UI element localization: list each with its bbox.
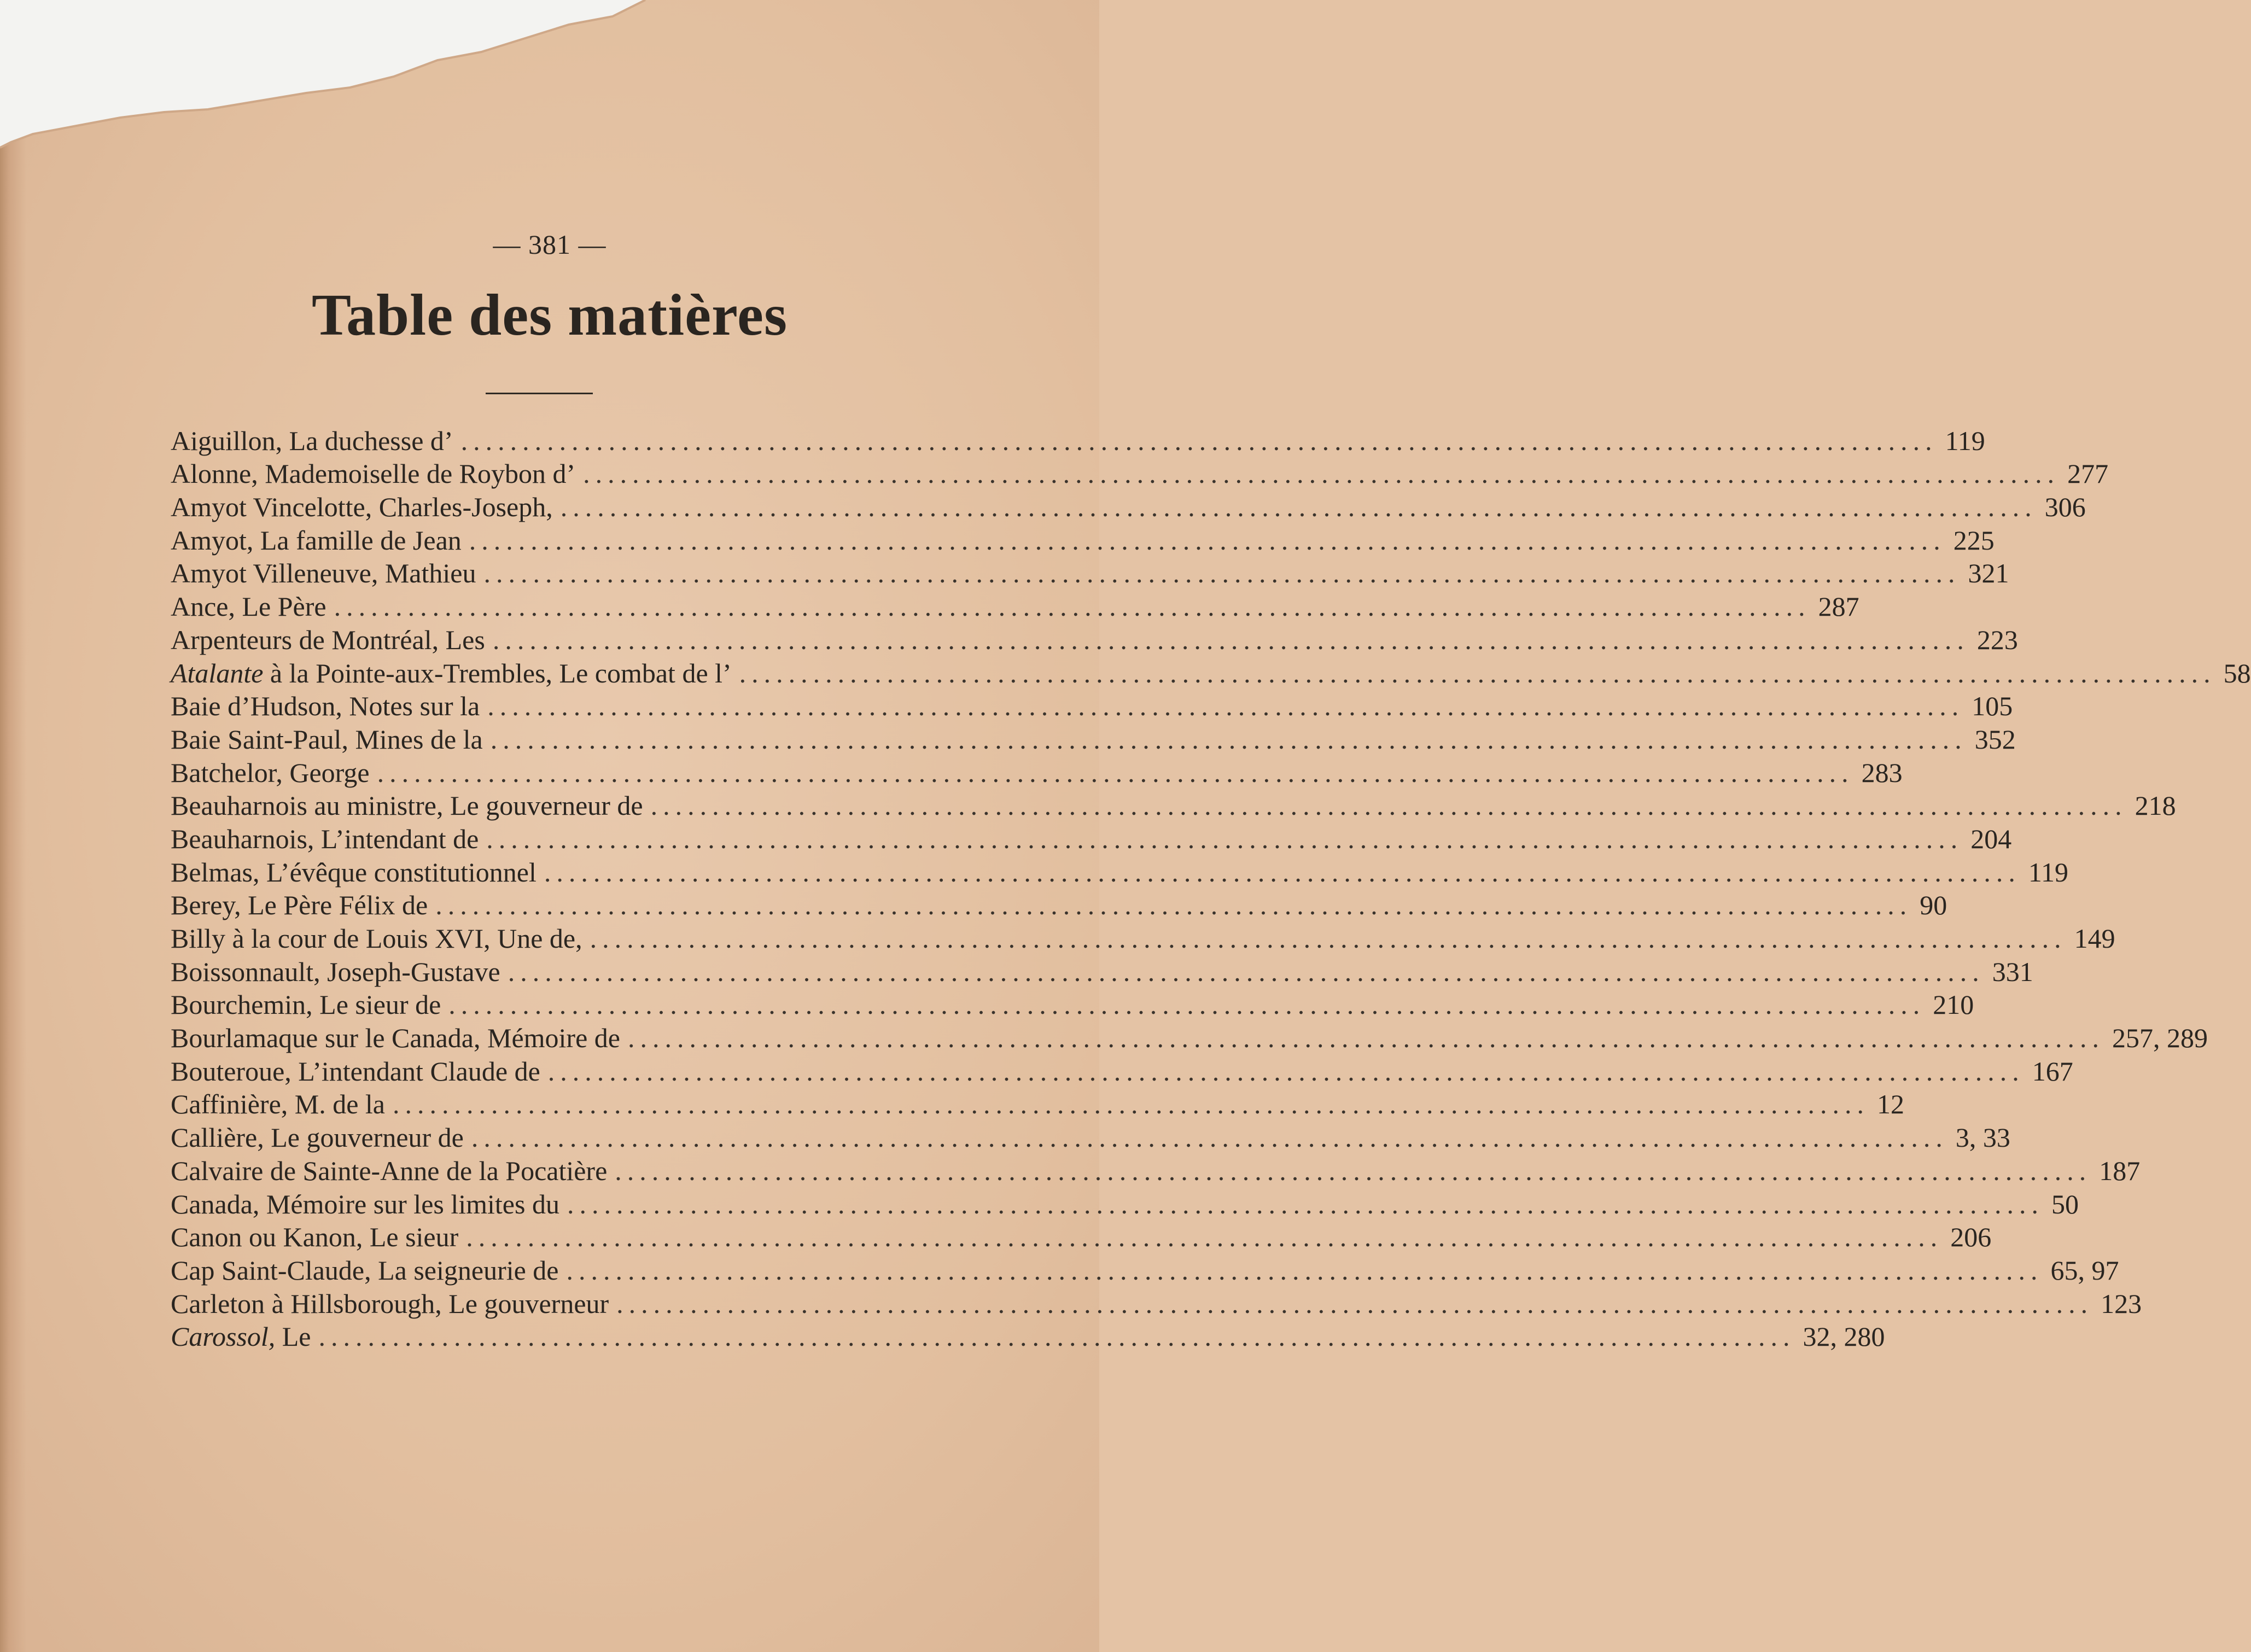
toc-entry [171,1320,1885,1353]
toc-entry-title-text: Amyot Vincelotte, Charles-Joseph, [171,492,553,523]
toc-entry-title-text: à la Pointe-aux-Trembles, Le combat de l’ [263,657,732,688]
toc-entry-page: 187 [2099,1155,2141,1186]
toc-entry-page: 65, 97 [2050,1254,2119,1286]
toc-entry-page: 12 [1877,1089,1904,1120]
dot-leader: ........................................................................................................................ [567,1188,2044,1219]
dot-leader: ........................................................................................................................ [590,923,2067,954]
torn-paper-corner [0,0,1099,164]
toc-entry-page: 352 [1974,723,2016,755]
toc-entry-title-text: Alonne, Mademoiselle de Roybon d’ [171,458,576,489]
toc-entry-title [171,1254,559,1287]
toc-entry-title-text: Bouteroue, L’intendant Claude de [171,1055,540,1087]
toc-entry [171,490,2086,523]
toc-entry [171,1154,2141,1187]
toc-entry-title-text: Caffinière, M. de la [171,1089,385,1120]
toc-entry-page: 119 [2028,856,2069,888]
toc-entry-title [171,955,500,988]
toc-entry-title-text: Beauharnois, L’intendant de [171,823,479,854]
toc-entry-page: 149 [2074,923,2115,954]
toc-entry-page: 119 [1945,425,1985,456]
toc-entry-page: 90 [1920,890,1947,921]
dot-leader: ........................................................................................................................ [627,1023,2104,1054]
toc-entry-page: 210 [1933,989,1974,1020]
toc-entry-title [171,789,643,822]
toc-entry [171,1120,2010,1154]
toc-entry-title [171,424,453,457]
page-number: — 381 — [493,229,607,260]
toc-entry [171,690,2013,723]
dot-leader: ........................................................................................................................ [471,1122,1948,1153]
toc-entry-title [171,524,462,557]
toc-entry [171,424,1985,457]
dot-leader: ........................................................................................................................ [448,989,1926,1020]
toc-entry [171,623,2018,656]
toc-entry [171,589,1859,623]
toc-entry-page: 206 [1950,1222,1992,1253]
toc-entry-title-text: Cap Saint-Claude, La seigneurie de [171,1254,559,1286]
toc-entry-title [171,590,326,623]
toc-entry-page: 123 [2101,1288,2142,1319]
toc-entry-title-text: Calvaire de Sainte-Anne de la Pocatière [171,1155,608,1186]
dot-leader: ........................................................................................................................ [615,1155,2092,1186]
toc-entry-page: 223 [1976,624,2018,655]
toc-entry-title [171,1021,620,1054]
toc-entry-title [171,690,480,722]
dot-leader: ........................................................................................................................ [486,823,1963,854]
dot-leader: ........................................................................................................................ [492,624,1969,655]
toc-entry-title-italic: Carossol, [171,1321,276,1352]
toc-entry-title [171,922,582,955]
toc-entry-title [171,988,441,1021]
dot-leader: ........................................................................................................................ [334,591,1811,622]
dot-leader: ........................................................................................................................ [560,492,2037,523]
dot-leader: ........................................................................................................................ [435,890,1912,921]
toc-entry-title-text: Aiguillon, La duchesse d’ [171,425,453,456]
toc-entry-title [171,1154,607,1187]
toc-entry-title [171,1121,464,1154]
toc-entry [171,1253,2119,1287]
toc-entry-title [171,623,485,656]
toc-entry-title-text: Belmas, L’évêque constitutionnel [171,856,536,888]
toc-entry-title-text: Baie d’Hudson, Notes sur la [171,691,480,722]
toc-entry [171,722,2016,756]
toc-entry-title [171,1320,311,1353]
toc-entry-title [171,856,536,889]
dot-leader: ........................................................................................................................ [393,1089,1869,1120]
dot-leader: ........................................................................................................................ [318,1321,1795,1352]
toc-entry [171,1088,1904,1121]
toc-entry-title-italic: Atalante [171,657,264,688]
toc-entry-page: 277 [2067,458,2109,489]
toc-entry [171,822,2012,855]
toc-entry-title-text: Arpenteurs de Montréal, Les [171,624,485,655]
toc-entry [171,1221,1992,1254]
toc-entry-title-text: Baie Saint-Paul, Mines de la [171,723,483,755]
toc-entry-page: 257, 289 [2112,1023,2208,1054]
dot-leader: ........................................................................................................................ [490,723,1967,755]
dot-leader: ........................................................................................................................ [377,757,1854,788]
dot-leader: ........................................................................................................................ [650,790,2127,821]
toc-entry-title [171,822,479,855]
toc-entry-title-text: Bourchemin, Le sieur de [171,989,441,1020]
table-of-contents [171,424,2251,1353]
dot-leader: ........................................................................................................................ [739,657,2216,688]
toc-entry-page: 306 [2044,492,2086,523]
dot-leader: ........................................................................................................................ [566,1254,2043,1286]
toc-entry-title-text: Amyot Villeneuve, Mathieu [171,558,476,589]
toc-entry-title [171,457,575,490]
dot-leader: ........................................................................................................................ [466,1222,1943,1253]
toc-entry-title [171,1188,559,1221]
dot-leader: ........................................................................................................................ [547,1055,2025,1087]
toc-entry-page: 331 [1992,956,2033,987]
toc-entry [171,557,2009,590]
toc-entry-title [171,1221,458,1253]
toc-entry-page: 167 [2032,1055,2073,1087]
toc-entry [171,921,2115,955]
toc-entry-title-text: Bourlamaque sur le Canada, Mémoire de [171,1023,620,1054]
toc-entry [171,1287,2142,1320]
toc-entry [171,789,2176,822]
toc-entry-page: 218 [2135,790,2176,821]
toc-entry-page: 321 [1968,558,2009,589]
toc-entry-title [171,557,476,589]
title-divider [486,393,593,394]
toc-entry-title-text: Boissonnault, Joseph-Gustave [171,956,500,987]
toc-entry-title-text: Carleton à Hillsborough, Le gouverneur [171,1288,609,1319]
toc-entry [171,889,1947,922]
toc-entry [171,1054,2073,1088]
toc-entry-title-text: Callière, Le gouverneur de [171,1122,464,1153]
toc-entry-title [171,723,483,756]
toc-entry-page: 225 [1953,524,1995,556]
toc-entry-page: 58 [2223,657,2251,688]
dot-leader: ........................................................................................................................ [483,558,1961,589]
toc-entry-page: 283 [1861,757,1903,788]
toc-entry-title-text: Berey, Le Père Félix de [171,890,428,921]
toc-entry [171,1187,2079,1221]
toc-entry-title-text: Canon ou Kanon, Le sieur [171,1222,459,1253]
toc-entry [171,756,1903,789]
toc-entry-title [171,1088,385,1120]
toc-entry-title [171,491,553,523]
toc-entry-title-text: Le [275,1321,311,1352]
dot-leader: ........................................................................................................................ [487,691,1964,722]
toc-entry-title [171,657,732,690]
toc-entry [171,457,2109,491]
dot-leader: ........................................................................................................................ [508,956,1985,987]
toc-entry-page: 50 [2051,1188,2079,1219]
dot-leader: ........................................................................................................................ [583,458,2060,489]
toc-entry-page: 204 [1970,823,2012,854]
toc-entry [171,955,2033,988]
toc-entry-title [171,889,428,921]
toc-entry-title-text: Ance, Le Père [171,591,326,622]
toc-entry [171,1021,2208,1054]
toc-entry [171,656,2251,690]
toc-entry-title-text: Canada, Mémoire sur les limites du [171,1188,559,1219]
toc-entry-page: 105 [1972,691,2013,722]
dot-leader: ........................................................................................................................ [469,524,1946,556]
toc-entry-page: 287 [1818,591,1859,622]
toc-entry [171,523,1995,557]
toc-entry-title-text: Batchelor, George [171,757,370,788]
toc-entry-title-text: Beauharnois au ministre, Le gouverneur de [171,790,643,821]
page-title: Table des matières [312,283,788,348]
toc-entry-title [171,756,370,789]
dot-leader: ........................................................................................................................ [460,425,1938,456]
toc-entry-page: 32, 280 [1803,1321,1885,1352]
dot-leader: ........................................................................................................................ [544,856,2021,888]
toc-entry-title-text: Billy à la cour de Louis XVI, Une de, [171,923,582,954]
toc-entry-title [171,1287,609,1320]
toc-entry [171,988,1974,1021]
toc-entry-page: 3, 33 [1955,1122,2010,1153]
toc-entry-title [171,1055,540,1088]
toc-entry-title-text: Amyot, La famille de Jean [171,524,462,556]
toc-entry [171,855,2069,889]
dot-leader: ........................................................................................................................ [616,1288,2093,1319]
